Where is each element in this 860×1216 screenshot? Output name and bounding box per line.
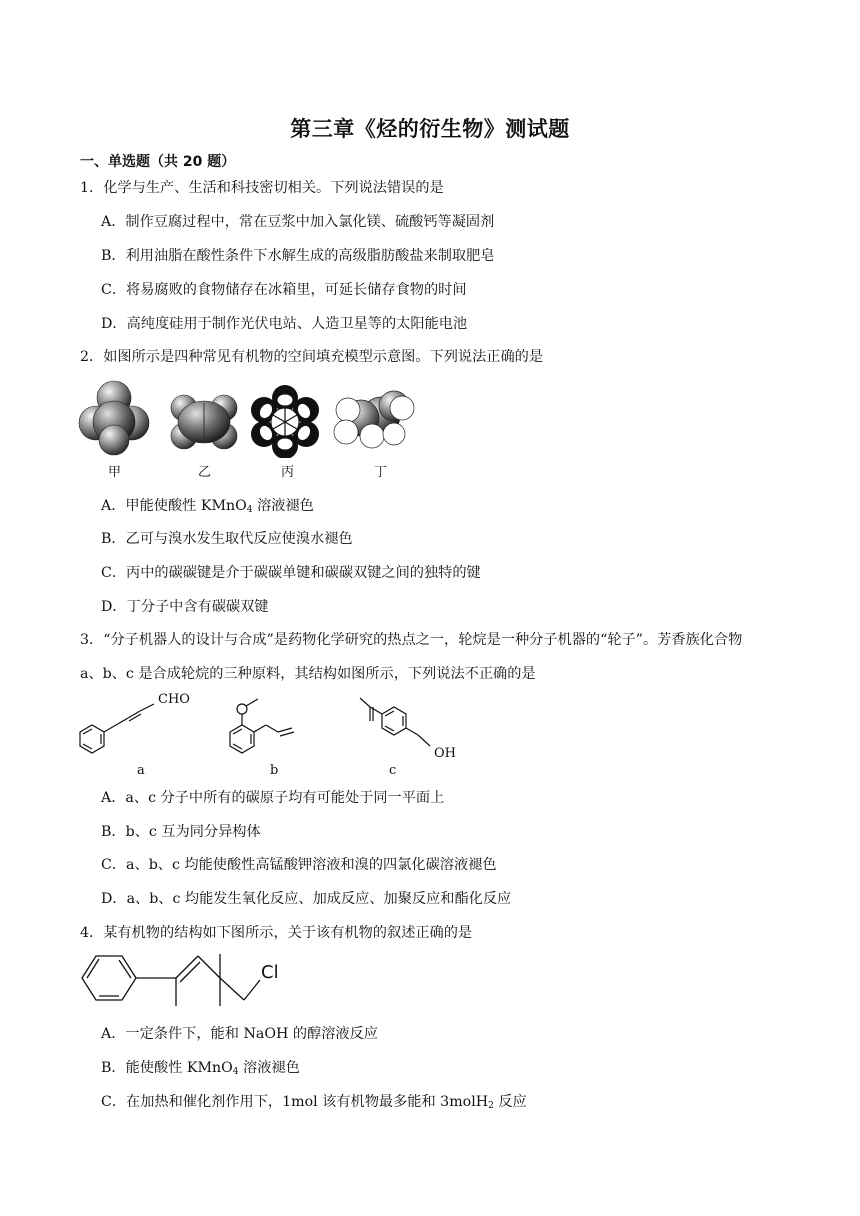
figure-label-yi: 乙: [198, 465, 212, 480]
question-2-option-c: C．丙中的碳碳键是介于碳碳单键和碳碳双键之间的独特的键: [101, 565, 481, 581]
question-3-option-d: D．a、b、c 均能发生氧化反应、加成反应、加聚反应和酯化反应: [101, 891, 512, 907]
structure-label-b: b: [270, 763, 279, 778]
section-heading: 一、单选题（共 20 题）: [80, 154, 236, 170]
question-4-option-c: C．在加热和催化剂作用下，1mol 该有机物最多能和 3molH$_2$ 反应: [101, 1094, 527, 1111]
structure-b: [230, 699, 294, 753]
space-filling-models-figure: [76, 378, 426, 458]
figure-label-jia: 甲: [108, 465, 122, 480]
structure-a: [80, 704, 154, 753]
methane-model: [79, 381, 149, 455]
structure-a-cho-text: CHO: [158, 692, 190, 707]
question-1-option-a: A．制作豆腐过程中，常在豆浆中加入氯化镁、硫酸钙等凝固剂: [101, 214, 495, 230]
figure-label-bing: 丙: [281, 465, 295, 480]
structure-c-oh-text: OH: [434, 746, 456, 761]
structure-label-a: a: [137, 763, 145, 778]
question-4-stem: 4．某有机物的结构如下图所示，关于该有机物的叙述正确的是: [80, 925, 473, 941]
question-3-option-a: A．a、c 分子中所有的碳原子均有可能处于同一平面上: [101, 790, 445, 806]
figure-label-ding: 丁: [374, 465, 388, 480]
structures-abc-figure: [70, 688, 470, 768]
question-3-stem-line2: a、b、c 是合成轮烷的三种原料，其结构如图所示，下列说法不正确的是: [80, 666, 536, 682]
structure-c: [360, 698, 430, 746]
question-4-option-b: B．能使酸性 KMnO$_4$ 溶液褪色: [101, 1060, 300, 1077]
page-title: 第三章《烃的衍生物》测试题: [290, 117, 570, 141]
benzene-model: [251, 385, 319, 458]
butane-model: [334, 391, 414, 448]
question-2-option-d: D．丁分子中含有碳碳双键: [101, 599, 269, 615]
chlorine-label: Cl: [261, 962, 279, 983]
question-1-option-b: B．利用油脂在酸性条件下水解生成的高级脂肪酸盐来制取肥皂: [101, 248, 495, 264]
question-1-stem: 1．化学与生产、生活和科技密切相关。下列说法错误的是: [80, 180, 444, 196]
question-3-stem: 3．“分子机器人的设计与合成”是药物化学研究的热点之一，轮烷是一种分子机器的“轮子”。芳香族化合物: [80, 632, 743, 648]
question-3-option-c: C．a、b、c 均能使酸性高锰酸钾溶液和溴的四氯化碳溶液褪色: [101, 857, 497, 873]
ethylene-model: [171, 395, 237, 449]
question-3-option-b: B．b、c 互为同分异构体: [101, 824, 261, 840]
question-1-option-d: D．高纯度硅用于制作光伏电站、人造卫星等的太阳能电池: [101, 316, 468, 332]
question-2-stem: 2．如图所示是四种常见有机物的空间填充模型示意图。下列说法正确的是: [80, 349, 544, 365]
question-1-option-c: C．将易腐败的食物储存在冰箱里，可延长储存食物的时间: [101, 282, 467, 298]
question-4-option-a: A．一定条件下，能和 NaOH 的醇溶液反应: [101, 1026, 378, 1042]
structure-label-c: c: [389, 763, 397, 778]
question-2-option-a: A．甲能使酸性 KMnO$_4$ 溶液褪色: [101, 498, 314, 515]
question-2-option-b: B．乙可与溴水发生取代反应使溴水褪色: [101, 531, 353, 547]
